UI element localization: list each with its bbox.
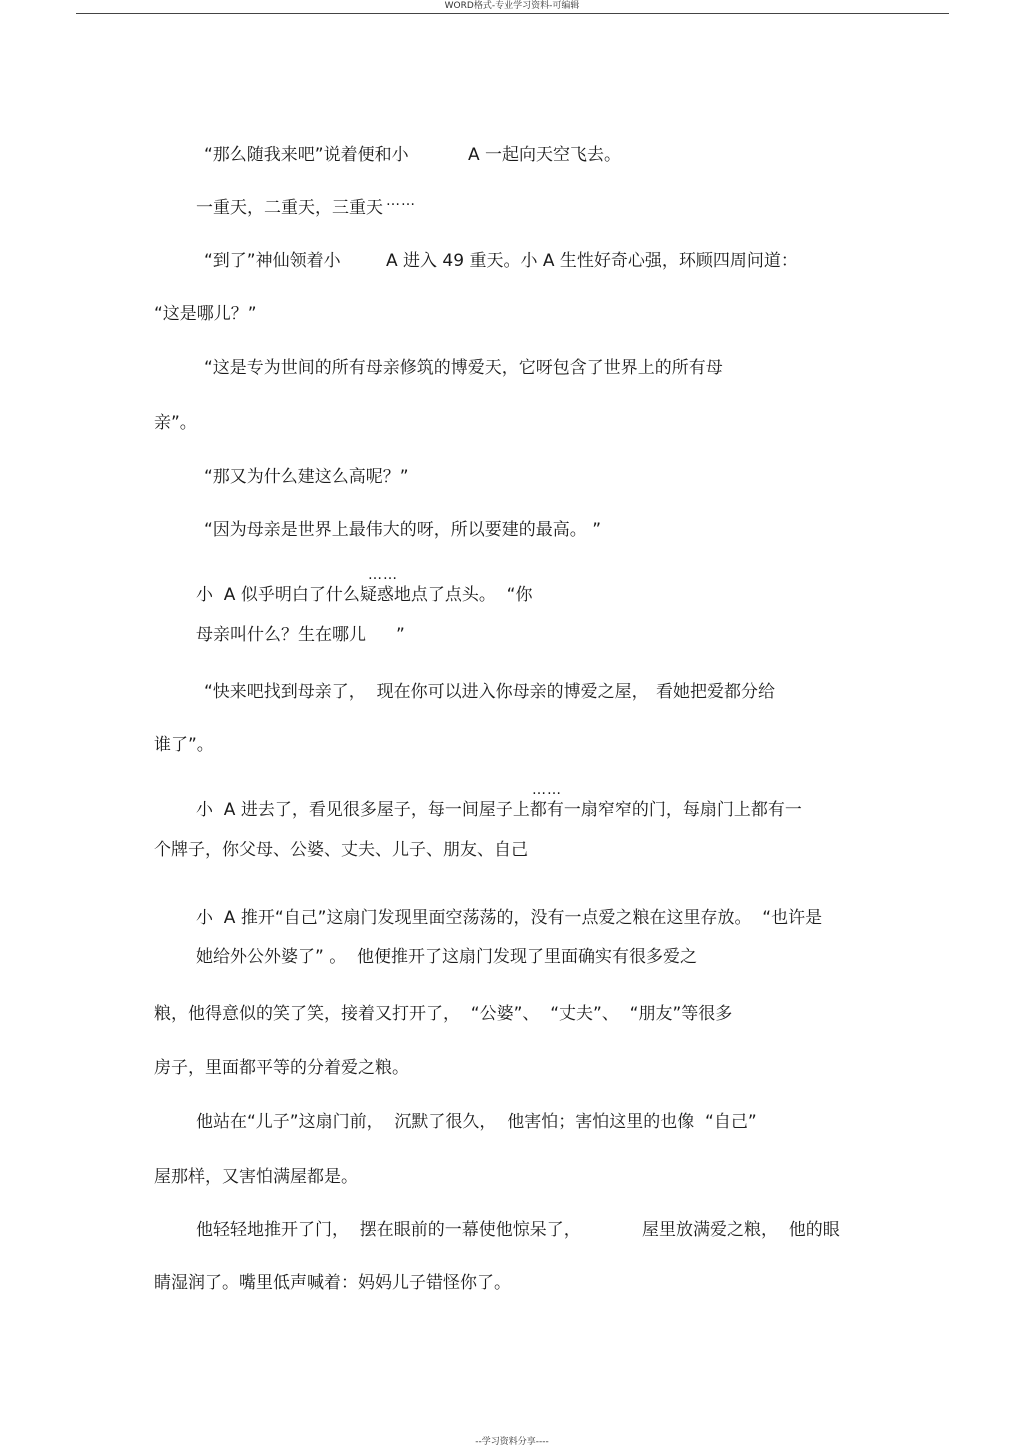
text-line: “因为母亲是世界上最伟大的呀，所以要建的最高。 ”	[204, 520, 602, 540]
text-line: 屋里放满爱之粮， 他的眼	[642, 1220, 840, 1240]
ellipsis: ……	[368, 567, 398, 583]
text-line: 谁了”。	[154, 735, 214, 755]
text-line: “到了”神仙领着小	[204, 251, 341, 271]
text-line: “这是哪儿？”	[154, 304, 257, 324]
text-line: A 进入 49 重天。小 A 生性好奇心强，环顾四周问道：	[386, 251, 798, 271]
text-line: 她给外公外婆了” 。 他便推开了这扇门发现了里面确实有很多爱之	[196, 947, 698, 967]
text-line: 小 A 推开“自己”这扇门发现里面空荡荡的，没有一点爱之粮在这里存放。 “也许是	[196, 908, 823, 928]
text-line: 他轻轻地推开了门， 摆在眼前的一幕使他惊呆了，	[196, 1220, 581, 1240]
page-header: WORD格式-专业学习资料-可编辑	[444, 1, 580, 11]
text-line: “快来吧找到母亲了， 现在你可以进入你母亲的博爱之屋，	[204, 682, 649, 702]
text-line: 睛湿润了。嘴里低声喊着：妈妈儿子错怪你了。	[154, 1273, 511, 1293]
text-line: 他站在“儿子”这扇门前， 沉默了很久， 他害怕；害怕这里的也像 “自己”	[196, 1112, 757, 1132]
text-line: 房子，里面都平等的分着爱之粮。	[154, 1058, 409, 1078]
text-line: 屋那样，又害怕满屋都是。	[154, 1167, 358, 1187]
text-line: 粮，他得意似的笑了笑，接着又打开了， “公婆”、 “丈夫”、 “朋友”等很多	[154, 1004, 733, 1024]
text-line: 个牌子，你父母、公婆、丈夫、儿子、朋友、自己	[154, 840, 528, 860]
text-line: “那又为什么建这么高呢？”	[204, 467, 409, 487]
text-line: “这是专为世间的所有母亲修筑的博爱天，它呀包含了世界上的所有母	[204, 358, 723, 378]
text-line: 小 A 进去了，看见很多屋子，每一间屋子上都有一扇窄窄的门，每扇门上都有一	[196, 800, 802, 820]
text-line: 看她把爱都分给	[656, 682, 775, 702]
ellipsis: ……	[386, 193, 416, 209]
text-line: 母亲叫什么？生在哪儿	[196, 625, 366, 645]
text-line: A 一起向天空飞去。	[468, 145, 622, 165]
page-footer: --学习资料分享----	[475, 1437, 549, 1447]
ellipsis: ……	[532, 782, 562, 798]
text-line: 亲”。	[154, 413, 197, 433]
header-rule	[76, 13, 949, 14]
text-line: “那么随我来吧”说着便和小	[204, 145, 409, 165]
text-line: 小 A 似乎明白了什么疑惑地点了点头。 “你	[196, 585, 533, 605]
text-line: 一重天，二重天，三重天	[196, 198, 383, 218]
text-line: ”	[396, 625, 405, 645]
